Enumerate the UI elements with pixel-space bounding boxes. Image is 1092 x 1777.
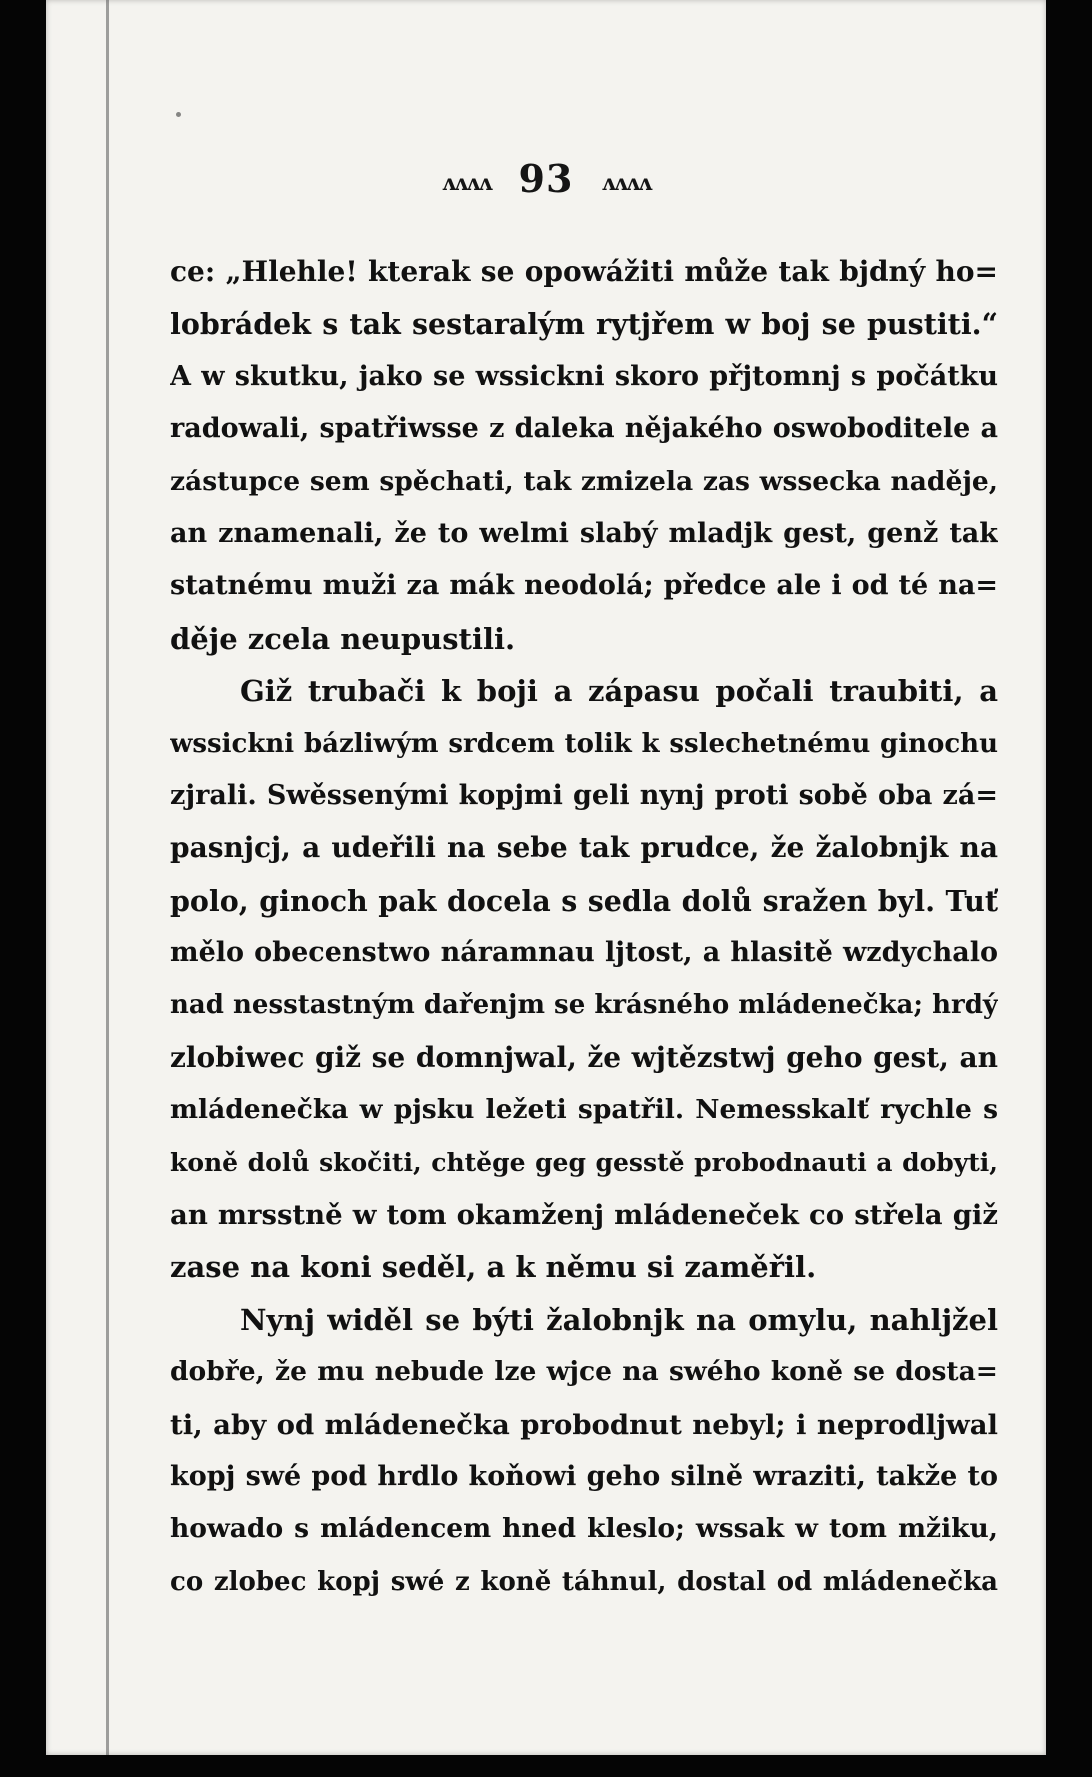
text-line: radowali, spatřiwsse z daleka nějakého oswoboditele a xyxy=(170,413,998,445)
text-line: lobrádek s tak sestaralým rytjřem w boj se pustiti.“ xyxy=(170,307,998,342)
text-line: statnému muži za mák neodolá; předce ale i od té na= xyxy=(170,570,998,602)
text-line: zase na koni seděl, a k němu si zaměřil. xyxy=(170,1250,817,1285)
text-line: ti, aby od mládenečka probodnut nebyl; i neprodljwal xyxy=(170,1408,998,1441)
text-line: co zlobec kopj swé z koně táhnul, dostal od mládenečka xyxy=(170,1566,998,1597)
text-line: A w skutku, jako se wssickni skoro přjtomnj s počátku xyxy=(170,360,998,392)
book-page xyxy=(46,0,1046,1755)
text-line: dobře, že mu nebude lze wjce na swého koně se dosta= xyxy=(170,1356,998,1388)
ink-speck xyxy=(176,112,181,117)
text-line: Giž trubači k boji a zápasu počali traubiti, a xyxy=(240,674,998,709)
text-line: zástupce sem spěchati, tak zmizela zas wssecka naděje, xyxy=(170,465,998,497)
text-line: howado s mládencem hned kleslo; wssak w tom mžiku, xyxy=(170,1513,998,1545)
text-line: pasnjcj, a udeřili na sebe tak prudce, že žalobnjk na xyxy=(170,831,998,865)
text-line: koně dolů skočiti, chtěge geg gesstě probodnauti a dobyti, xyxy=(170,1147,998,1177)
text-line: mělo obecenstwo náramnau ljtost, a hlasitě wzdychalo xyxy=(170,937,998,969)
gutter-shadow xyxy=(106,0,109,1755)
text-line: mládenečka w pjsku ležeti spatřil. Nemesskalť rychle s xyxy=(170,1094,998,1126)
body-text xyxy=(170,246,998,1608)
text-line: wssickni bázliwým srdcem tolik k sslechetnému ginochu xyxy=(170,728,998,759)
text-line: ce: „Hlehle! kterak se opowážiti může tak bjdný ho= xyxy=(170,255,998,288)
page-number: 93 xyxy=(518,156,574,201)
text-line: kopj swé pod hrdlo koňowi geho silně wraziti, takže to xyxy=(170,1460,998,1492)
text-line: zjrali. Swěssenými kopjmi geli nynj proti sobě oba zá= xyxy=(170,779,998,811)
text-line: nad nesstastným dařenjm se krásného mládenečka; hrdý xyxy=(170,990,998,1021)
text-line: an znamenali, že to welmi slabý mladjk gest, genž tak xyxy=(170,517,998,549)
text-line: děje zcela neupustili. xyxy=(170,621,516,656)
text-line: polo, ginoch pak docela s sedla dolů sražen byl. Tuť xyxy=(170,883,998,918)
text-line: an mrsstně w tom okamženj mládeneček co střela giž xyxy=(170,1199,998,1232)
header-ornament-left: ᴧᴧᴧᴧ xyxy=(441,169,491,196)
page-header xyxy=(46,156,1046,201)
text-line: Nynj widěl se býti žalobnjk na omylu, nahljžel xyxy=(240,1302,998,1337)
header-ornament-right: ᴧᴧᴧᴧ xyxy=(601,169,651,196)
text-line: zlobiwec giž se domnjwal, že wjtězstwj geho gest, an xyxy=(170,1040,998,1074)
